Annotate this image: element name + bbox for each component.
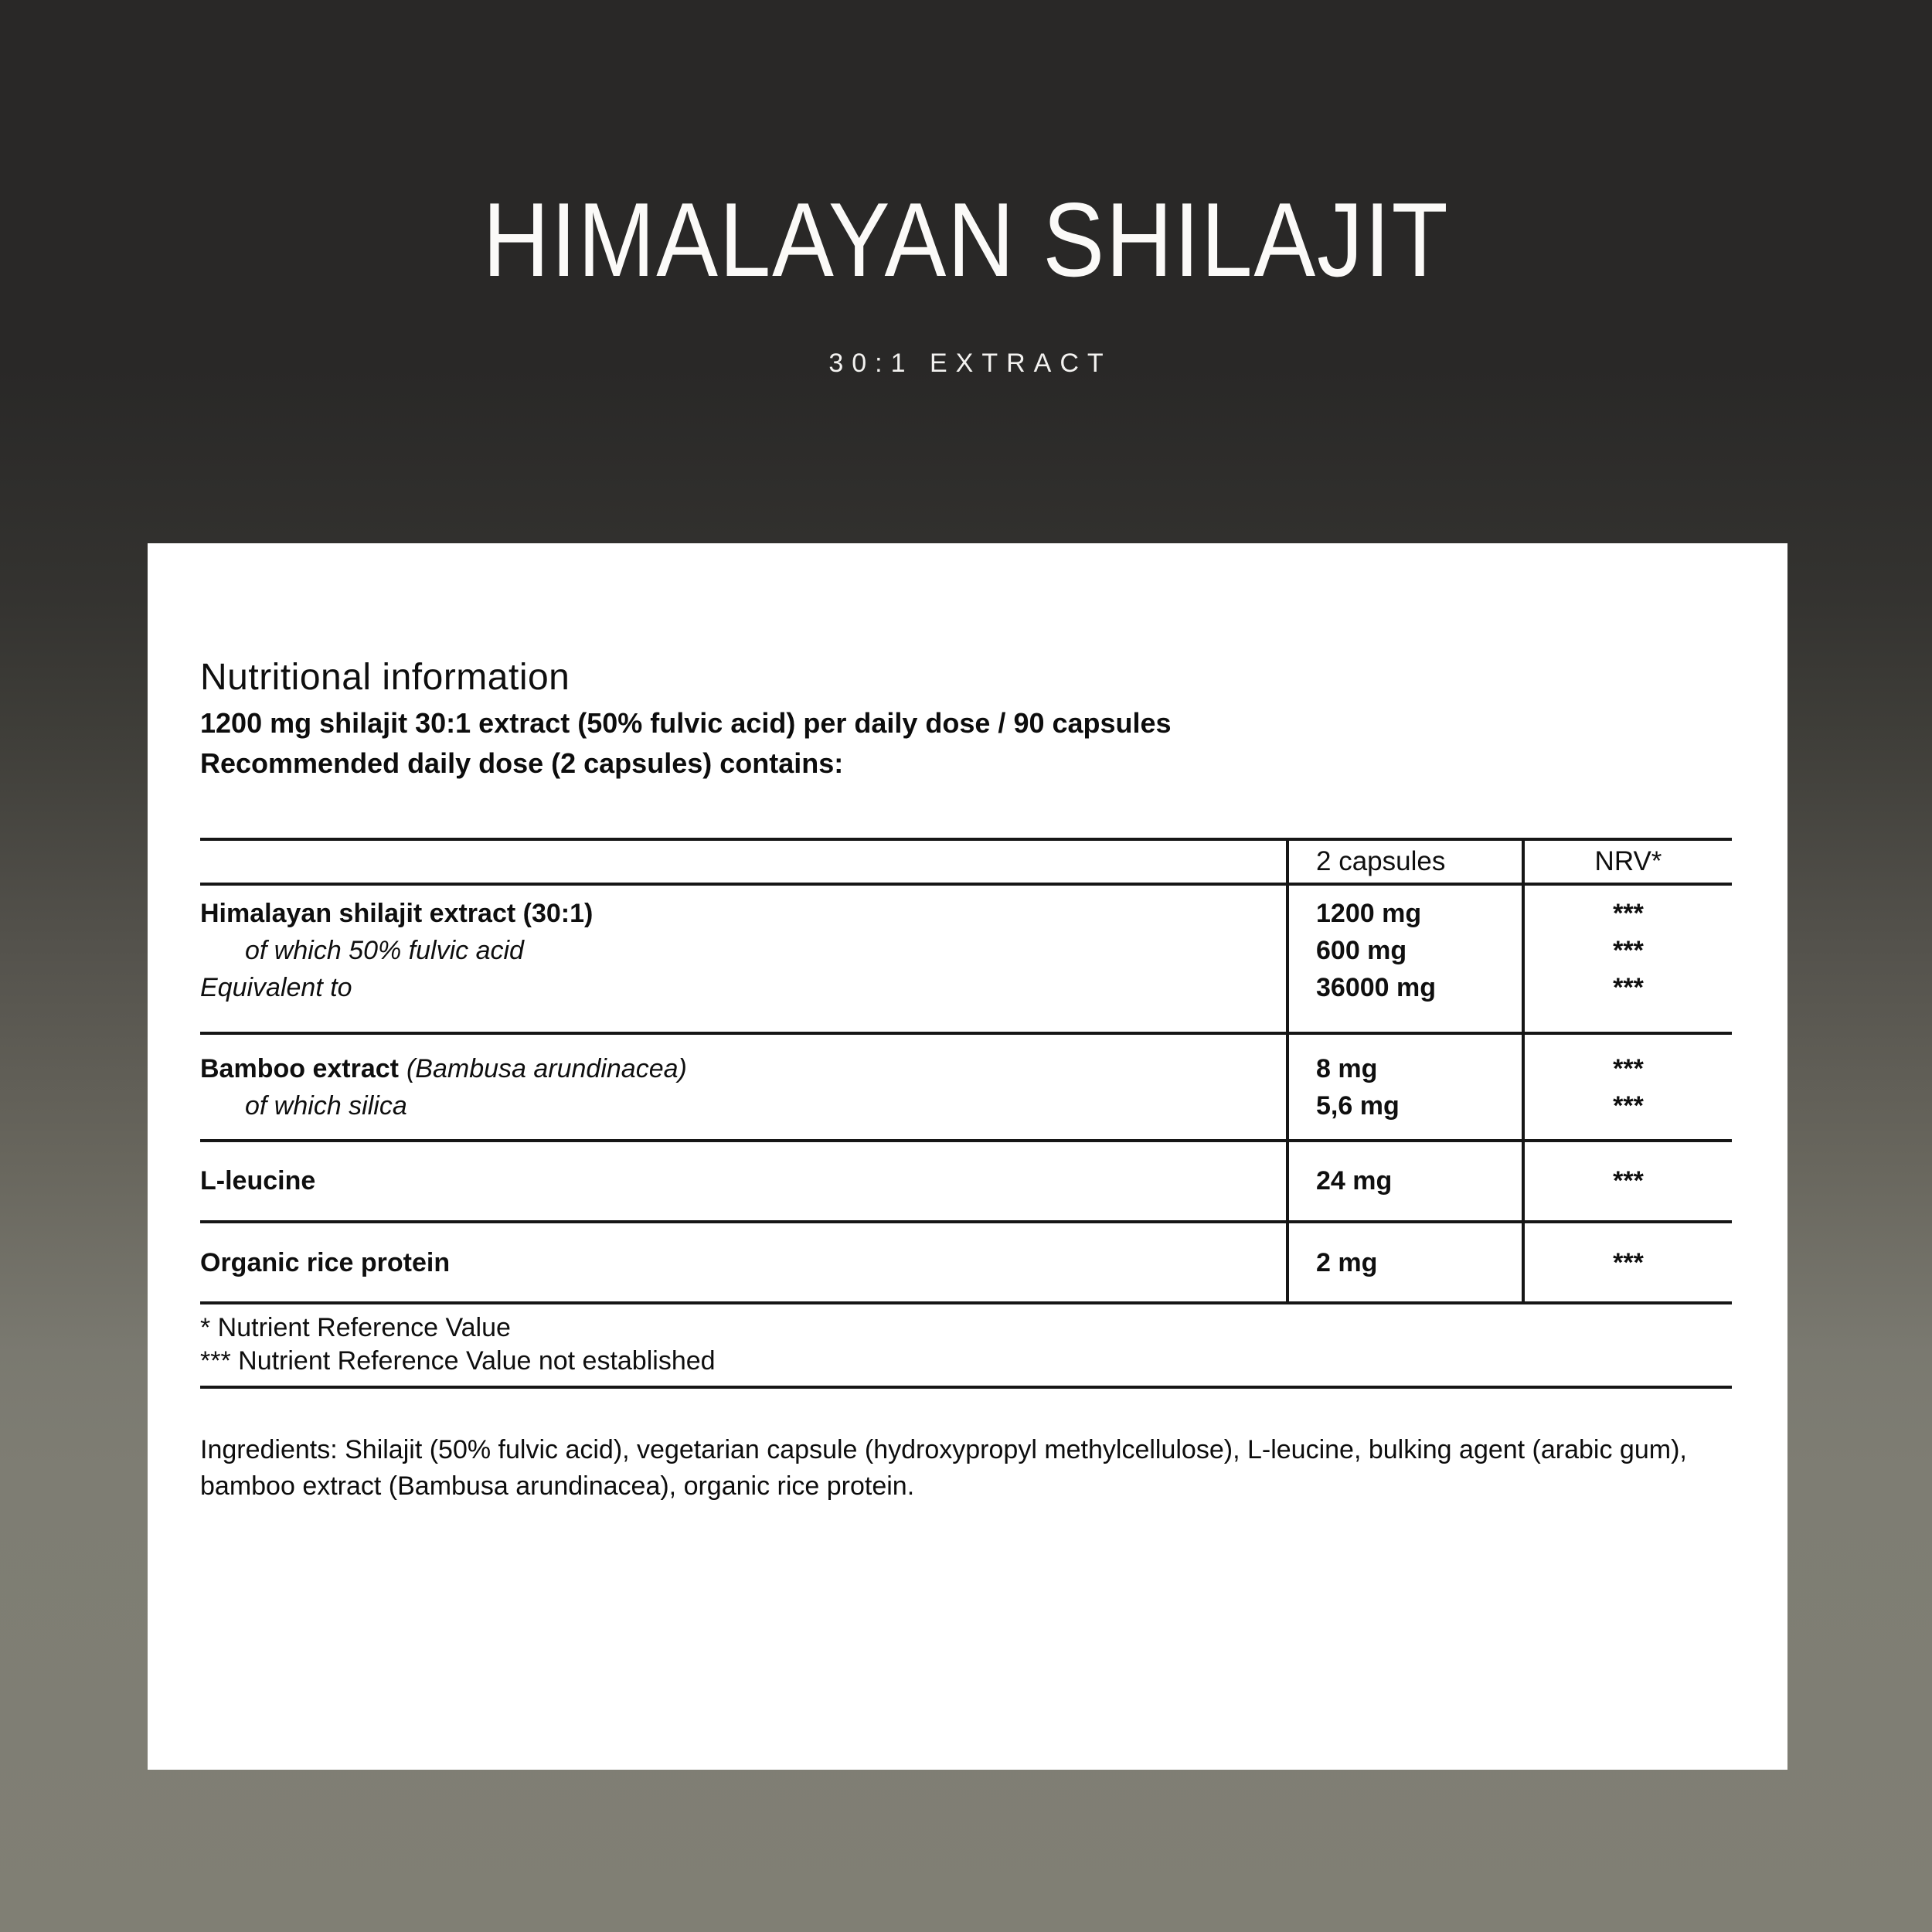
table-row-leucine [200,1142,1732,1223]
row-amount: 36000 mg [1316,973,1436,1002]
table-row-rice-protein [200,1223,1732,1304]
footnote-nrv-not-established: *** Nutrient Reference Value not established [200,1346,716,1376]
row-amount: 8 mg [1316,1054,1378,1083]
header-amount-cell: 2 capsules [1286,841,1522,883]
table-footnotes [200,1304,1732,1389]
row-label: Himalayan shilajit extract (30:1) [200,899,594,928]
header-nrv-cell: NRV* [1522,841,1732,883]
row-nrv: *** [1613,899,1644,928]
row-label: L-leucine [200,1166,316,1196]
row-label-scientific: (Bambusa arundinacea) [406,1054,687,1083]
row-amount: 2 mg [1316,1248,1378,1277]
row-amount: 24 mg [1316,1166,1393,1196]
row-amount: 600 mg [1316,936,1407,965]
table-row-shilajit [200,886,1732,1035]
dose-summary [200,703,1732,784]
header-empty-cell [200,841,1286,883]
row-nrv: *** [1613,1166,1644,1196]
row-label: of which silica [245,1091,407,1121]
row-label: Organic rice protein [200,1248,451,1277]
row-nrv: *** [1613,1248,1644,1277]
footnote-nrv: * Nutrient Reference Value [200,1313,511,1342]
table-header-row [200,841,1732,886]
row-label: Equivalent to [200,973,352,1002]
row-label: of which 50% fulvic acid [245,936,524,965]
product-subtitle: 30:1 EXTRACT [828,349,1112,378]
dose-summary-line2: Recommended daily dose (2 capsules) contains: [200,747,844,779]
ingredients-text: Ingredients: Shilajit (50% fulvic acid), vegetarian capsule (hydroxypropyl methylcellulose), L-leucine, bulking agent (arabic gum), bamboo extract (Bambusa arundinacea), organic rice protein. [200,1435,1687,1501]
row-nrv: *** [1613,1091,1644,1121]
row-nrv: *** [1613,1054,1644,1083]
nutrition-label-card [148,543,1787,1770]
row-amount: 5,6 mg [1316,1091,1400,1121]
row-nrv: *** [1613,973,1644,1002]
row-amount: 1200 mg [1316,899,1422,928]
nutrition-heading: Nutritional information [200,657,570,698]
row-nrv: *** [1613,936,1644,965]
product-title: HIMALAYAN SHILAJIT [482,181,1450,298]
row-label: Bamboo extract [200,1054,399,1083]
nutrition-table [200,838,1732,1389]
table-row-bamboo [200,1035,1732,1142]
dose-summary-line1: 1200 mg shilajit 30:1 extract (50% fulvic acid) per daily dose / 90 capsules [200,707,1172,739]
